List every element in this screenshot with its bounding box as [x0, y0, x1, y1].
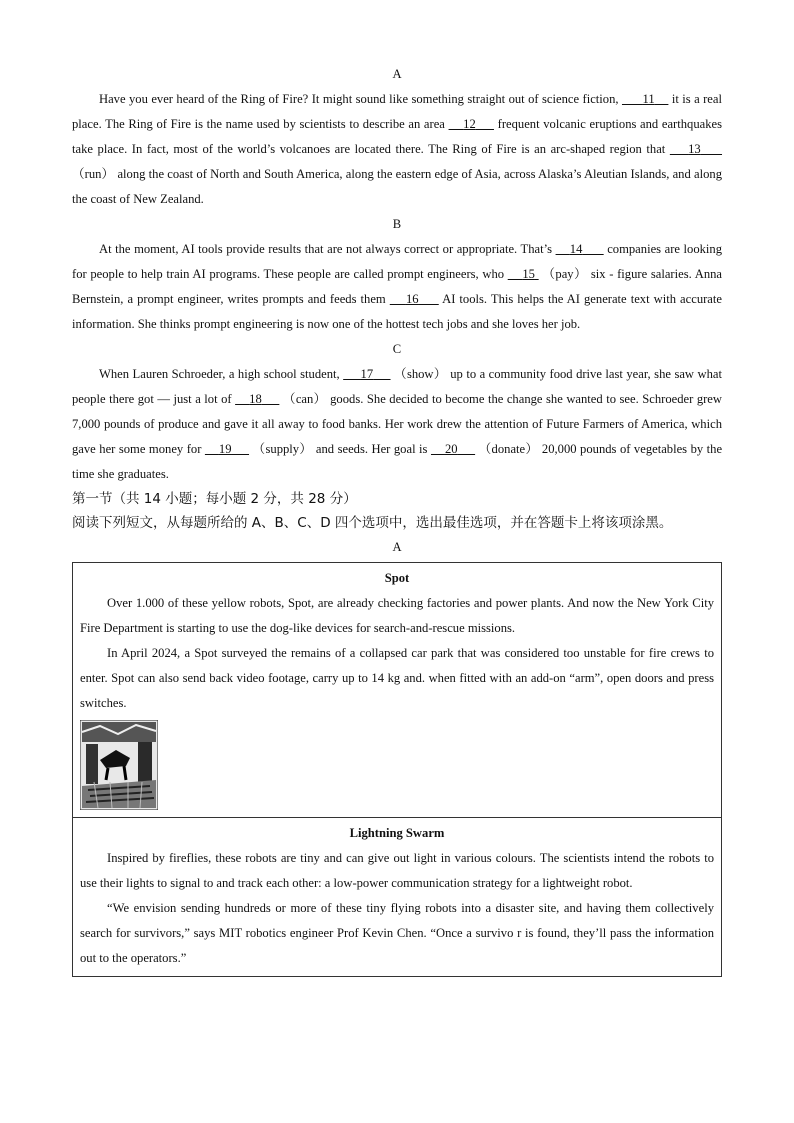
passage-text: At the moment, AI tools provide results that are not always correct or appropriate. That’s — [99, 242, 556, 256]
hint-13: （run） — [72, 167, 115, 181]
hint-19: （supply） — [252, 442, 313, 456]
swarm-cell — [73, 817, 721, 976]
blank-19[interactable]: 19 — [218, 442, 232, 456]
reading-a-heading: A — [392, 540, 402, 554]
spot-paragraph-1: Over 1.000 of these yellow robots, Spot, are already checking factories and power plants. And now the New York City Fire Department is starting to use the dog-like devices for search-and-rescue missions. — [80, 596, 714, 635]
spot-cell — [73, 563, 721, 817]
hint-15: （pay） — [542, 267, 588, 281]
passage-text: Have you ever heard of the Ring of Fire? It might sound like something straight out of science fiction, — [99, 92, 622, 106]
blank-17[interactable]: 17 — [360, 367, 374, 381]
blank-16[interactable]: 16 — [405, 292, 419, 306]
section-b-heading: B — [392, 217, 402, 231]
blank-20[interactable]: 20 — [444, 442, 458, 456]
passage-text: it is a real place. The Ring of Fire is the name used by scientists to describe an area — [72, 92, 722, 131]
blank-11[interactable]: 11 — [642, 92, 655, 106]
section-b-passage — [72, 237, 722, 337]
passage-text: along the coast of North and South America, along the eastern edge of Asia, across Alaska’s Aleutian Islands, and along the coast of New Zealand. — [72, 167, 722, 206]
swarm-paragraph-1: Inspired by fireflies, these robots are tiny and can give out light in various colours. The scientists intend the robots to use their lights to signal to and track each other: a low-power communication strategy for a lightweight robot. — [80, 851, 714, 890]
passage-text: companies are looking for people to help train AI programs. These people are called prompt engineers, who — [72, 242, 723, 281]
part1-title: 第一节（共 14 小题；每小题 2 分，共 28 分） — [72, 491, 357, 507]
spot-paragraph-2: In April 2024, a Spot surveyed the remains of a collapsed car park that was considered too unstable for fire crews to enter. Spot can also send back video footage, carry up to 14 kg and. when fitted with an add-on “arm”, open doors and press switches. — [80, 646, 714, 710]
spot-title: Spot — [384, 571, 410, 585]
hint-17: （show） — [394, 367, 447, 381]
spot-photo — [80, 720, 158, 810]
section-c-heading: C — [392, 342, 402, 356]
blank-15[interactable]: 15 — [522, 267, 535, 281]
blank-12[interactable]: 12 — [463, 117, 476, 131]
passage-text: When Lauren Schroeder, a high school student, — [99, 367, 344, 381]
section-a-passage — [72, 87, 722, 212]
passage-text: AI tools. This helps the AI generate text with accurate information. She thinks prompt engineering is now one of the hottest tech jobs and she loves her job. — [72, 292, 722, 331]
passage-text: up to a community food drive last year, she saw what people there got — just a lot of — [72, 367, 722, 406]
blank-18[interactable]: 18 — [249, 392, 262, 406]
passage-text: and seeds. Her goal is — [312, 442, 431, 456]
passage-text: 20,000 pounds of vegetables by the time she graduates. — [72, 442, 723, 481]
blank-13[interactable]: 13 — [688, 142, 701, 156]
section-c-passage — [72, 362, 722, 487]
hint-20: （donate） — [478, 442, 539, 456]
hint-18: （can） — [282, 392, 327, 406]
passage-text: goods. She decided to become the change she wanted to see. Schroeder grew 7,000 pounds of produce and gave it all away to food banks. Her work drew the attention of Future Farmers of America, which gave her some money for — [72, 392, 722, 456]
swarm-paragraph-2: “We envision sending hundreds or more of these tiny flying robots into a disaster site, and having them collectively search for survivors,” says MIT robotics engineer Prof Kevin Chen. “Once a survivo r is found, they’ll pass the information out to the operators.” — [80, 901, 714, 965]
spot-photo-graphic — [80, 720, 158, 810]
passage-text: six - figure salaries. Anna Bernstein, a prompt engineer, writes prompts and feeds them — [72, 267, 723, 306]
blank-14[interactable]: 14 — [569, 242, 583, 256]
swarm-title: Lightning Swarm — [349, 826, 445, 840]
worksheet-page — [72, 62, 722, 977]
passage-text: frequent volcanic eruptions and earthquakes take place. In fact, most of the world’s volcanoes are located there. The Ring of Fire is an arc-shaped region that — [72, 117, 723, 156]
part1-instruction: 阅读下列短文，从每题所给的 A、B、C、D 四个选项中，选出最佳选项，并在答题卡上将该项涂黑。 — [72, 515, 673, 531]
reading-a-table — [72, 562, 722, 977]
section-a-heading: A — [392, 67, 402, 81]
